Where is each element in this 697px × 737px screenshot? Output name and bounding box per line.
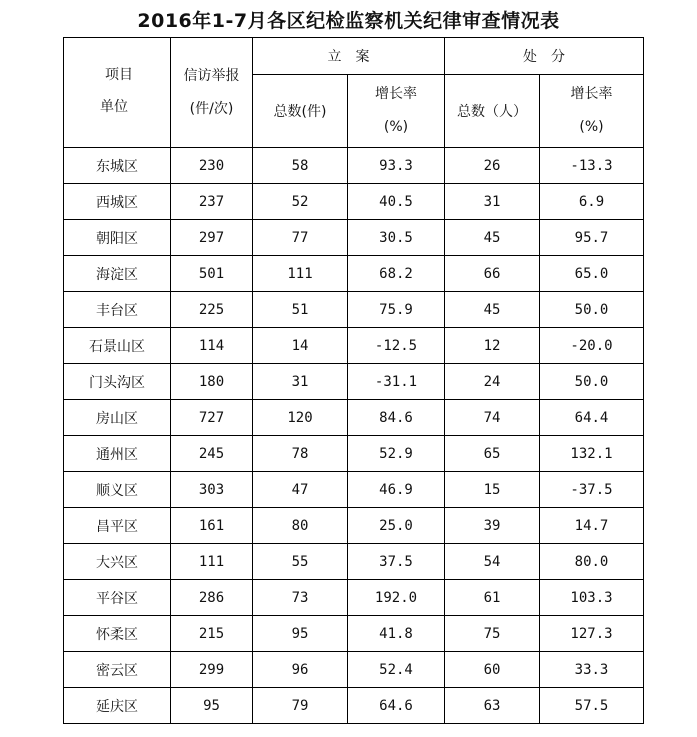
filed-total-cell: 58 [253,148,348,184]
filed-total-cell: 120 [253,400,348,436]
table-row [64,328,644,364]
reports-cell: 501 [171,256,253,292]
punished-total-cell: 63 [445,688,540,724]
table-row [64,400,644,436]
filed-growth-cell: 52.9 [348,436,445,472]
table-row [64,616,644,652]
district-cell: 石景山区 [64,328,171,364]
filed-total-cell: 51 [253,292,348,328]
table-row [64,472,644,508]
punished-growth-cell: 64.4 [540,400,644,436]
punished-growth-cell: 127.3 [540,616,644,652]
punished-growth-cell: 103.3 [540,580,644,616]
filed-growth-cell: -12.5 [348,328,445,364]
stub-header-item: 项目 [105,67,133,83]
table-row [64,220,644,256]
punished-growth-cell: 132.1 [540,436,644,472]
filed-growth-cell: 46.9 [348,472,445,508]
filed-total-cell: 95 [253,616,348,652]
filed-growth-cell: 64.6 [348,688,445,724]
reports-cell: 215 [171,616,253,652]
punished-total-cell: 45 [445,220,540,256]
table-row [64,292,644,328]
table-row [64,508,644,544]
punished-total-cell: 74 [445,400,540,436]
table-row [64,364,644,400]
reports-header-line1: 信访举报 [183,68,240,84]
filed-total-cell: 79 [253,688,348,724]
punished-growth-cell: 95.7 [540,220,644,256]
discipline-review-table [63,37,644,724]
punished-total-cell: 31 [445,184,540,220]
table-row [64,148,644,184]
filed-total-cell: 47 [253,472,348,508]
punished-growth-cell: 80.0 [540,544,644,580]
district-cell: 大兴区 [64,544,171,580]
punished-total-cell: 12 [445,328,540,364]
punished-total-cell: 54 [445,544,540,580]
filed-growth-cell: 40.5 [348,184,445,220]
reports-cell: 245 [171,436,253,472]
district-cell: 密云区 [64,652,171,688]
reports-cell: 114 [171,328,253,364]
punished-total-cell: 61 [445,580,540,616]
filing-growth-header [348,75,445,148]
table-row [64,544,644,580]
reports-cell: 303 [171,472,253,508]
district-cell: 海淀区 [64,256,171,292]
punished-growth-cell: -20.0 [540,328,644,364]
filed-total-cell: 77 [253,220,348,256]
district-cell: 延庆区 [64,688,171,724]
punish-growth-header-line1: 增长率 [570,86,613,102]
filed-growth-cell: 93.3 [348,148,445,184]
punished-total-cell: 15 [445,472,540,508]
reports-header-line2: (件/次) [189,101,234,117]
reports-cell: 286 [171,580,253,616]
punish-growth-header [540,75,644,148]
reports-cell: 180 [171,364,253,400]
reports-cell: 299 [171,652,253,688]
punished-growth-cell: 6.9 [540,184,644,220]
filing-growth-header-line2: (%) [383,119,409,135]
district-cell: 门头沟区 [64,364,171,400]
stub-header-unit: 单位 [100,99,128,115]
punished-total-cell: 45 [445,292,540,328]
filed-total-cell: 73 [253,580,348,616]
filing-total-header: 总数(件) [253,75,348,148]
reports-header [171,38,253,148]
punished-growth-cell: -37.5 [540,472,644,508]
filed-growth-cell: 75.9 [348,292,445,328]
filed-growth-cell: 41.8 [348,616,445,652]
punished-growth-cell: -13.3 [540,148,644,184]
punished-growth-cell: 50.0 [540,292,644,328]
reports-cell: 237 [171,184,253,220]
filed-total-cell: 80 [253,508,348,544]
filed-total-cell: 31 [253,364,348,400]
district-cell: 房山区 [64,400,171,436]
district-cell: 昌平区 [64,508,171,544]
filing-group-header: 立 案 [253,38,445,75]
punished-growth-cell: 33.3 [540,652,644,688]
table-row [64,652,644,688]
filed-growth-cell: 84.6 [348,400,445,436]
table-row [64,580,644,616]
district-cell: 怀柔区 [64,616,171,652]
punished-total-cell: 65 [445,436,540,472]
table-row [64,256,644,292]
reports-cell: 161 [171,508,253,544]
filed-growth-cell: 30.5 [348,220,445,256]
punished-growth-cell: 65.0 [540,256,644,292]
punished-total-cell: 24 [445,364,540,400]
table-row [64,688,644,724]
filed-total-cell: 78 [253,436,348,472]
table-title: 2016年1-7月各区纪检监察机关纪律审查情况表 [137,10,560,32]
filed-growth-cell: -31.1 [348,364,445,400]
table-row [64,184,644,220]
district-cell: 通州区 [64,436,171,472]
reports-cell: 111 [171,544,253,580]
reports-cell: 297 [171,220,253,256]
filed-growth-cell: 68.2 [348,256,445,292]
punished-total-cell: 26 [445,148,540,184]
filing-growth-header-line1: 增长率 [375,86,417,102]
district-cell: 丰台区 [64,292,171,328]
filed-total-cell: 14 [253,328,348,364]
filed-total-cell: 96 [253,652,348,688]
district-cell: 东城区 [64,148,171,184]
filed-growth-cell: 25.0 [348,508,445,544]
reports-cell: 225 [171,292,253,328]
filed-growth-cell: 37.5 [348,544,445,580]
district-cell: 顺义区 [64,472,171,508]
district-cell: 西城区 [64,184,171,220]
filed-growth-cell: 52.4 [348,652,445,688]
reports-cell: 95 [171,688,253,724]
district-cell: 平谷区 [64,580,171,616]
punished-total-cell: 66 [445,256,540,292]
punished-total-cell: 75 [445,616,540,652]
punished-total-cell: 39 [445,508,540,544]
table-row [64,436,644,472]
punish-total-header: 总数（人） [445,75,540,148]
punished-growth-cell: 14.7 [540,508,644,544]
punished-growth-cell: 50.0 [540,364,644,400]
filed-total-cell: 111 [253,256,348,292]
reports-cell: 727 [171,400,253,436]
stub-header-cell [64,38,171,148]
district-cell: 朝阳区 [64,220,171,256]
punish-group-header: 处 分 [445,38,644,75]
filed-total-cell: 55 [253,544,348,580]
punish-growth-header-line2: (%) [579,119,604,135]
reports-cell: 230 [171,148,253,184]
filed-growth-cell: 192.0 [348,580,445,616]
filed-total-cell: 52 [253,184,348,220]
punished-total-cell: 60 [445,652,540,688]
punished-growth-cell: 57.5 [540,688,644,724]
